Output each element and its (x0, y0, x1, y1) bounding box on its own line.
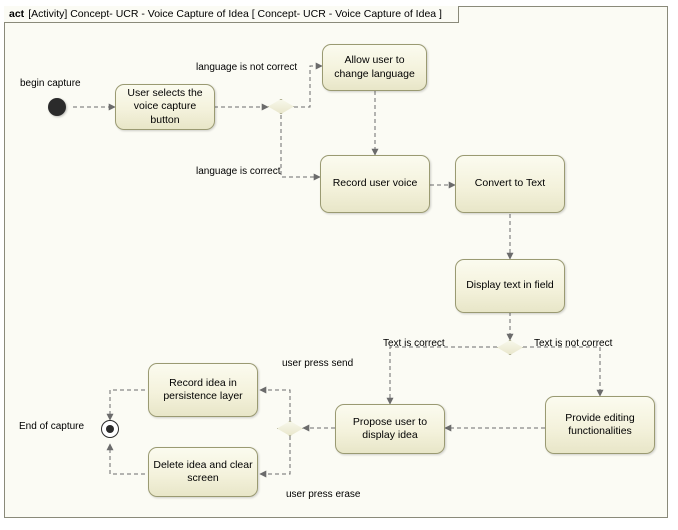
final-node (101, 420, 119, 438)
activity-delete-idea-clear-screen[interactable]: Delete idea and clear screen (148, 447, 258, 497)
activity-allow-user-change-language[interactable]: Allow user to change language (322, 44, 427, 91)
text-correct-label: Text is correct (383, 338, 445, 349)
activity-record-idea-persistence-layer[interactable]: Record idea in persistence layer (148, 363, 258, 417)
text-not-correct-label: Text is not correct (534, 338, 613, 349)
activity-provide-editing-functionalities[interactable]: Provide editing functionalities (545, 396, 655, 454)
begin-capture-label: begin capture (20, 78, 81, 89)
activity-record-user-voice[interactable]: Record user voice (320, 155, 430, 213)
activity-display-text-in-field[interactable]: Display text in field (455, 259, 565, 313)
end-of-capture-label: End of capture (19, 421, 85, 432)
activity-user-selects-voice-capture-button[interactable]: User selects the voice capture button (115, 84, 215, 130)
initial-node (48, 98, 66, 116)
language-correct-label: language is correct (196, 166, 281, 177)
user-press-erase-label: user press erase (286, 489, 361, 500)
frame-keyword: act (9, 8, 25, 20)
language-not-correct-label: language is not correct (196, 62, 298, 73)
frame-title-tab (4, 6, 459, 23)
user-press-send-label: user press send (282, 358, 354, 369)
activity-convert-to-text[interactable]: Convert to Text (455, 155, 565, 213)
frame-title: [Activity] Concept- UCR - Voice Capture of Idea [ Concept- UCR - Voice Capture of Idea ] (28, 8, 442, 20)
activity-propose-user-display-idea[interactable]: Propose user to display idea (335, 404, 445, 454)
